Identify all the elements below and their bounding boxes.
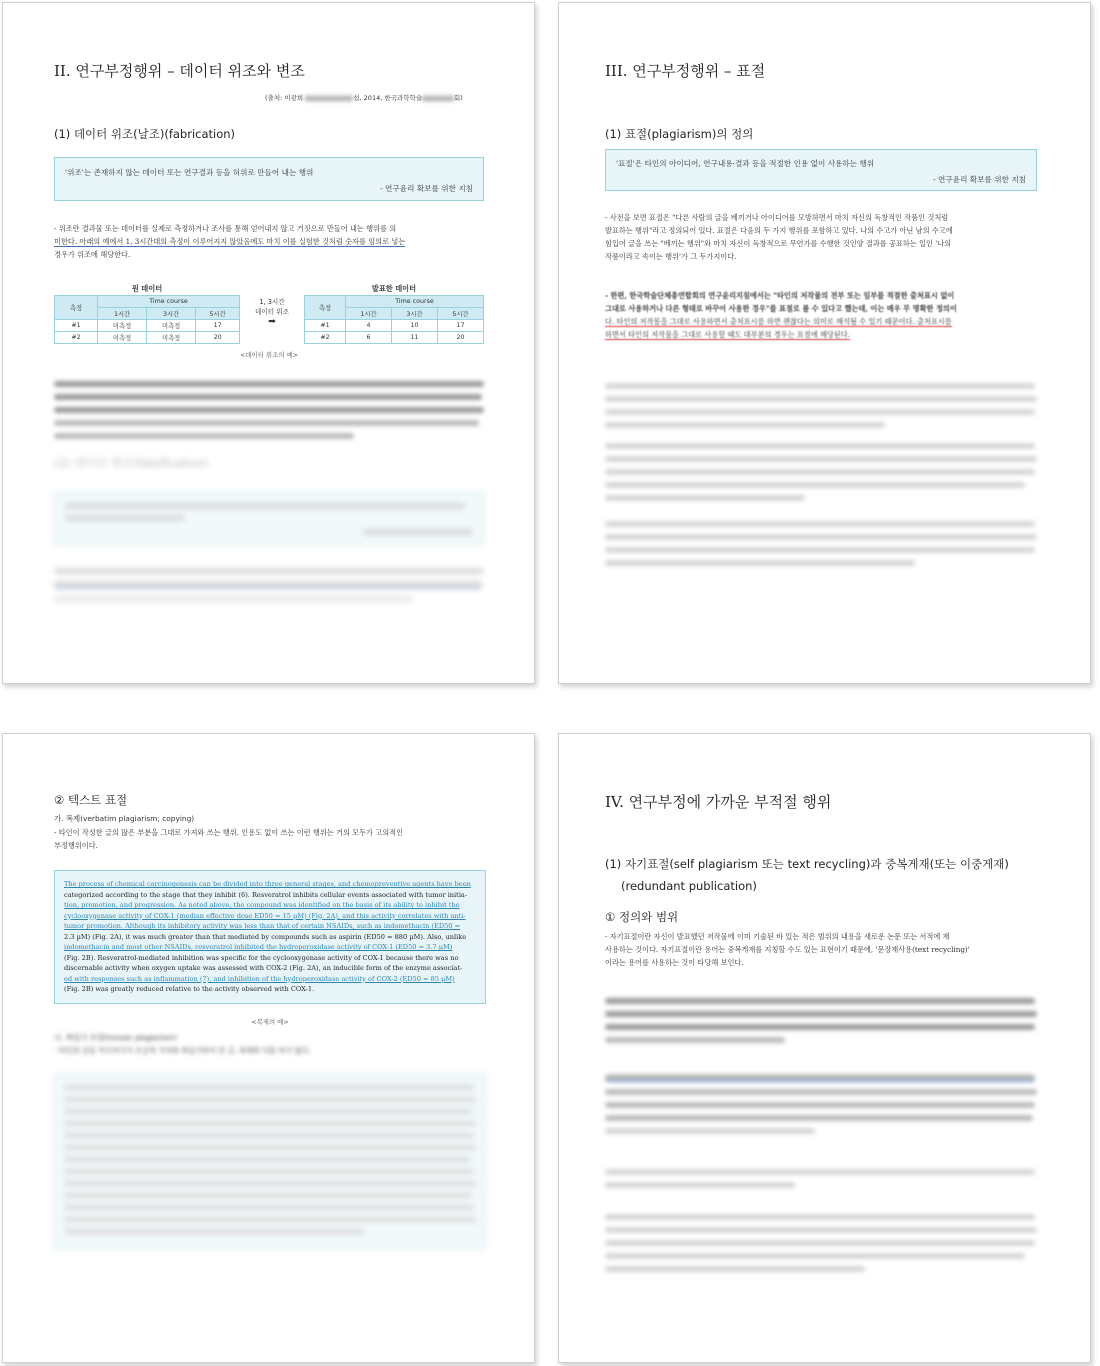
paragraph-line: 발표하는 행위"라고 정의되어 있다. 표절은 다음의 두 가지 행위를 포함하고 있다. 나의 수고가 아닌 남의 수고에	[605, 226, 953, 235]
page-title: IV. 연구부정에 가까운 부적절 행위	[605, 793, 832, 811]
published-data-table: 측정 Time course 1시간 3시간 5시간 #1 4 10 17 #2 6 11 20	[304, 295, 484, 344]
body-paragraph	[605, 930, 1045, 969]
subsection-heading: ① 정의와 범위	[605, 910, 679, 924]
blurred-paragraph	[605, 521, 1039, 566]
blurred-paragraph	[605, 1074, 1039, 1134]
example-line: The process of chemical carcinogenesis can be divided into three general stages, and chemopreventive agents have been	[64, 880, 471, 888]
example-line: 2.3 µM) (Fig. 2A), it was much greater than that mediated by compounds such as aspirin (ED50 = 880 µM). Also, unlike	[64, 932, 467, 941]
section-heading: ② 텍스트 표절	[54, 793, 128, 807]
paragraph-line: 그대로 사용하거나 다른 형태로 바꾸어 사용한 경우"를 표절로 볼 수 있다고 했는데, 이는 매우 무 명확한 정의이	[605, 304, 957, 313]
table-row: #1 미측정 미측정 17	[55, 320, 240, 332]
definition-attribution: - 연구윤리 확보를 위한 지침	[933, 175, 1026, 184]
paragraph-line: - 위조란 결과물 또는 데이터를 실제로 측정하거나 조사를 통해 얻어내지 않고 거짓으로 만들어 내는 행위를 의	[54, 224, 397, 233]
col-timecourse: Time course	[98, 296, 240, 308]
subsection-heading: 가. 복제(verbatim plagiarism; copying)	[54, 814, 195, 823]
example-line: tumor promotion. Although its inhibitory activity was less than that of certain NSAIDs, such as indomethacin (ED50 =	[64, 922, 461, 930]
definition-box	[605, 149, 1037, 191]
example-caption: <복제의 예>	[251, 1018, 289, 1026]
blurred-subsection-heading: 나. 짜깁기 표절(mosaic plagiarism)	[54, 1033, 177, 1042]
definition-box	[54, 157, 484, 201]
table-row: #1 4 10 17	[305, 320, 484, 332]
example-line: (Fig. 2B). Resveratrol-mediated inhibition was specific for the cyclooxygenase activity of COX-1 because there was no	[64, 953, 459, 962]
table-row: #2 6 11 20	[305, 332, 484, 344]
fabrication-arrow: 1, 3시간 데이터 위조 ➡	[243, 297, 301, 327]
example-line: tion, promotion, and progression. As noted above, the compound was identified on the basis of its ability to inhibit the	[64, 901, 460, 909]
raw-data-title: 원 데이터	[131, 284, 163, 293]
blurred-section-heading: (2) 데이터 변조(falsification)	[54, 456, 209, 470]
col-time: 5시간	[196, 308, 240, 320]
paragraph-line: 경우가 위조에 해당한다.	[54, 250, 131, 259]
source-citation: (출처: 이광희 섭, 2014, 한국과학학술 회)	[265, 94, 463, 102]
paragraph-line: 다. 타인의 저작물을 그대로 사용하면서 출처표시를 하면 괜찮다는 의미로 해석될 수 있기 때문이다. 출처표시를	[605, 317, 952, 326]
arrow-right-icon: ➡	[268, 317, 276, 327]
blurred-definition-box	[54, 492, 484, 544]
section-heading: (1) 자기표절(self plagiarism 또는 text recycling)과 중복게재(또는 이중게재)	[605, 857, 1009, 871]
section-heading-cont: (redundant publication)	[621, 879, 757, 893]
body-paragraph-faded	[605, 289, 1045, 341]
blurred-paragraph	[605, 1169, 1039, 1188]
body-paragraph	[605, 211, 1045, 263]
blurred-paragraph	[54, 568, 486, 602]
page-title: III. 연구부정행위 – 표절	[605, 62, 766, 80]
definition-text: '표절'은 타인의 아이디어, 연구내용·결과 등을 적절한 인용 없이 사용하는 행위	[616, 159, 875, 168]
example-line: ed with responses such as inflammation (7), and inhibition of the hydroperoxidase activity of COX-2 (ED50 = 85 µM)	[64, 974, 455, 983]
table-row: #2 미측정 미측정 20	[55, 332, 240, 344]
paragraph-line: 힘입어 글을 쓰는 "베끼는 행위"와 마치 자신이 독창적으로 무언가를 수행한 것인양 결과를 공표하는 일인 '나의	[605, 239, 952, 248]
document-page-2	[558, 2, 1091, 684]
paragraph-line: - 사전을 보면 표절은 "다른 사람의 글을 베끼거나 아이디어를 모방하면서 마치 자신의 독창적인 작품인 것처럼	[605, 213, 949, 222]
example-line: (Fig. 2B) was greatly reduced relative to the activity observed with COX-1.	[64, 985, 315, 993]
document-page-1	[2, 2, 535, 684]
paragraph-line: - 자기표절이란 자신이 발표했던 저작물에 이미 기술된 바 있는 적은 범위의 내용을 새로운 논문 또는 서적에 재	[605, 932, 950, 941]
blurred-paragraph	[605, 1214, 1039, 1272]
english-example-box	[54, 870, 486, 1004]
col-time: 1시간	[98, 308, 147, 320]
definition-attribution: - 연구윤리 확보를 위한 지침	[380, 184, 473, 193]
blurred-paragraph	[54, 381, 486, 439]
body-paragraph	[54, 826, 494, 852]
paragraph-line: 사용하는 것이다. 자기표절이란 용어는 중복게재를 지칭할 수도 있는 표현이기 때문에, '문장재사용(text recycling)'	[605, 945, 970, 954]
blurred-paragraph	[605, 998, 1039, 1043]
raw-data-table	[54, 295, 240, 344]
paragraph-line: 부정행위이다.	[54, 841, 98, 850]
col-measure: 측정	[55, 296, 98, 320]
paragraph-line: - 타인이 작성한 글의 많은 부분을 그대로 가져와 쓰는 행위. 인용도 없이 쓰는 이런 행위는 거의 모두가 고의적인	[54, 828, 404, 837]
example-line: cyclooxygenase activity of COX-1 (median effective dose ED50 = 15 µM) (Fig. 2A), and this activity correlates with anti-	[64, 911, 466, 920]
table-caption: <데이터 위조의 예>	[240, 351, 298, 359]
document-page-3	[2, 733, 535, 1363]
blurred-paragraph	[605, 383, 1039, 428]
example-line: discernable activity when oxygen uptake was assessed with COX-2 (Fig. 2A), an inducible form of the enzyme associat-	[64, 964, 463, 972]
col-time: 3시간	[147, 308, 196, 320]
paragraph-line: 하면서 타인의 저작물을 그대로 사용할 때도 대부분의 경우는 표절에 해당된다.	[605, 330, 851, 339]
blurred-english-box	[54, 1074, 486, 1249]
document-page-4	[558, 733, 1091, 1363]
definition-text: '위조'는 존재하지 않는 데이터 또는 연구결과 등을 허위로 만들어 내는 행위	[65, 168, 314, 177]
english-example-text	[64, 879, 478, 995]
paragraph-line: - 한편, 한국학술단체총연합회의 연구윤리지침에서는 "타인의 저작물의 전부 또는 일부를 적절한 출처표시 없이	[605, 291, 955, 300]
blurred-line: - 타인의 글을 여기저기서 조금씩 가져와 짜깁기하여 쓴 글. 복제와 다를 바가 없다.	[54, 1046, 311, 1055]
body-paragraph	[54, 222, 494, 261]
page-title: II. 연구부정행위 – 데이터 위조와 변조	[54, 62, 305, 80]
example-line: indomethacin and most other NSAIDs, resveratrol inhibited the hydroperoxidase activity of COX-1 (ED50 = 3.7 µM)	[64, 943, 453, 951]
section-heading: (1) 표절(plagiarism)의 정의	[605, 127, 754, 141]
section-heading: (1) 데이터 위조(날조)(fabrication)	[54, 127, 236, 141]
example-line: categorized according to the stage that they inhibit (6). Resveratrol inhibits cellular events associated with tumor initia-	[64, 890, 468, 899]
blurred-paragraph	[605, 443, 1039, 501]
paragraph-line: 작품이라고 속이는 행위'가 그 두가지이다.	[605, 252, 737, 261]
paragraph-line: 이라는 용어를 사용하는 것이 타당해 보인다.	[605, 958, 744, 967]
paragraph-line: 미한다. 아래의 예에서 1, 3시간대의 측정이 이루어지지 않았음에도 마치 이를 실험한 것처럼 숫자를 임의로 넣는	[54, 237, 406, 246]
published-data-title: 발표한 데이터	[371, 284, 417, 293]
